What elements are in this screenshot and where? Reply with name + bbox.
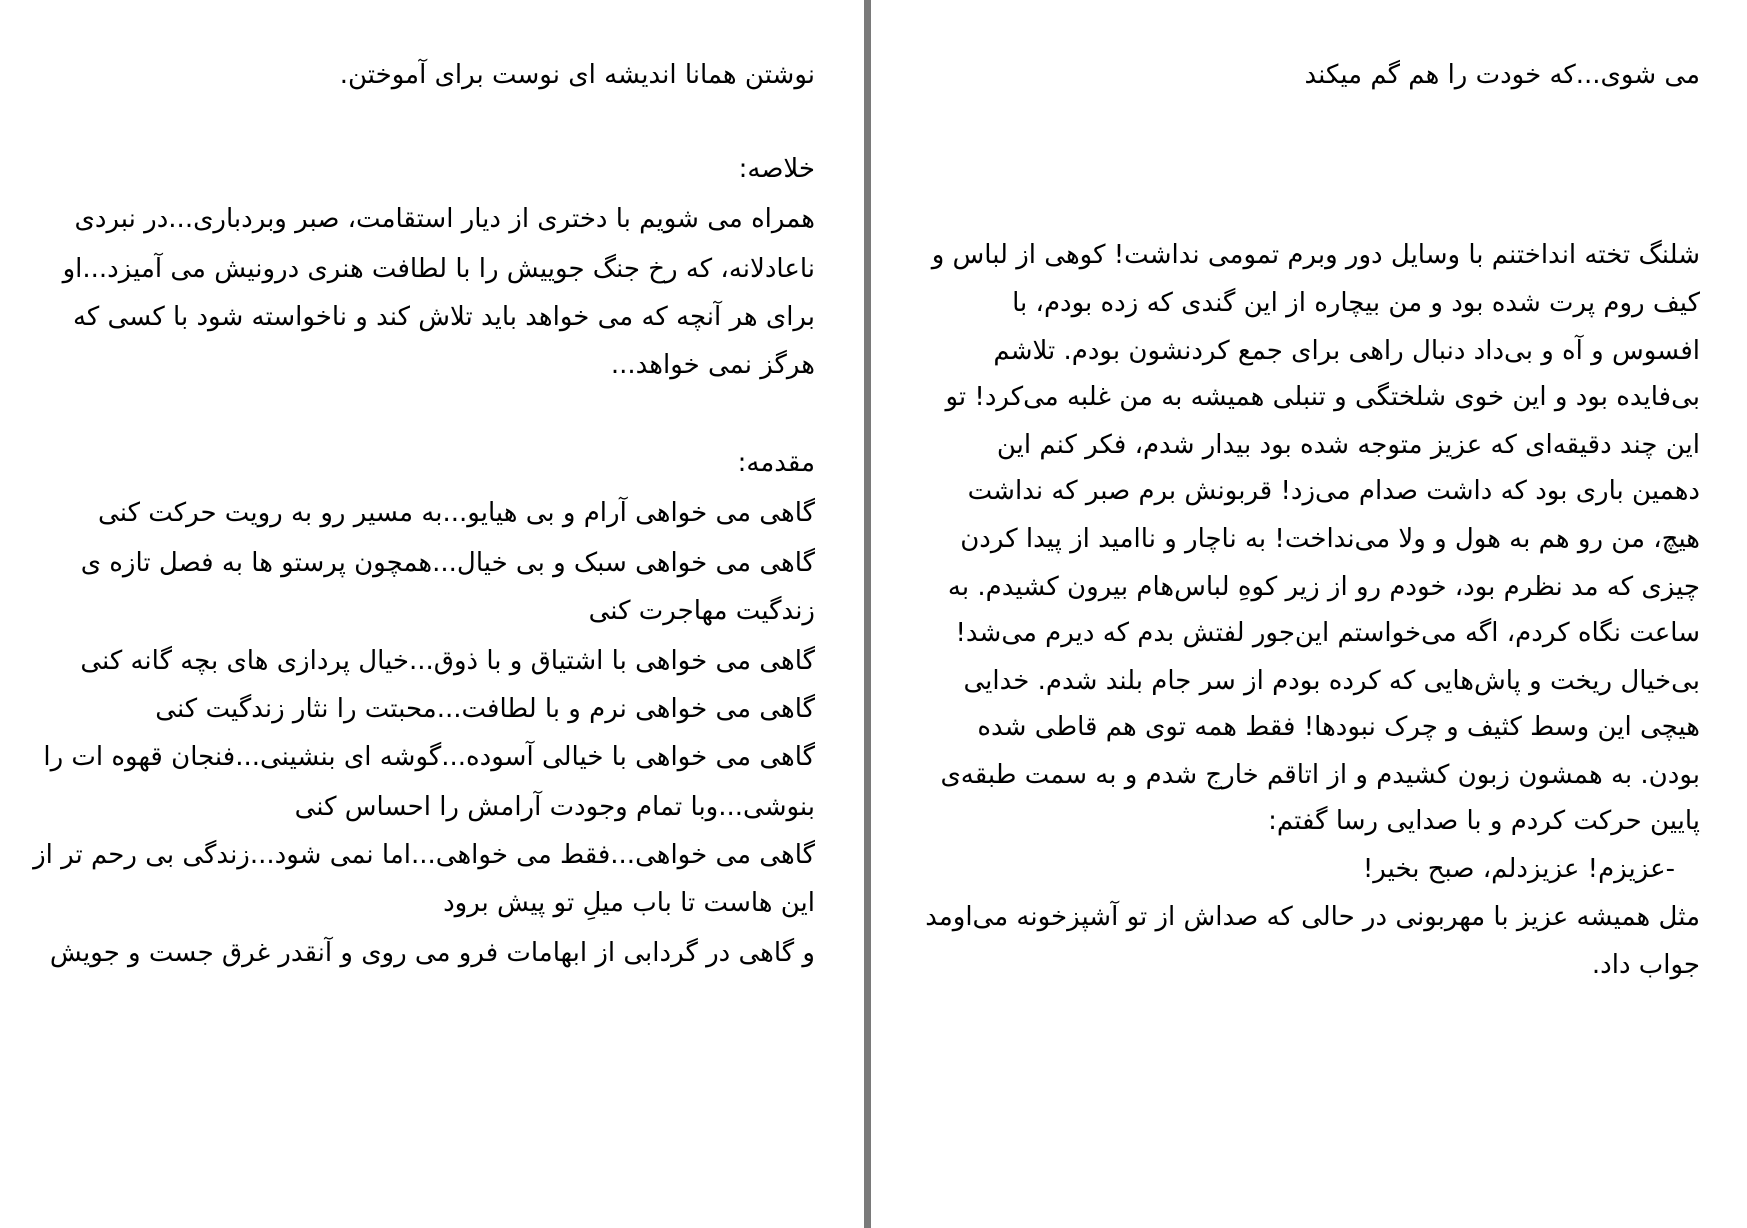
summary-line: برای هر آنچه که می خواهد باید تلاش کند و ناخواسته شود با کسی که (72, 302, 815, 332)
body-line: بی‌فایده بود و این خوی شلختگی و تنبلی همیشه به من غلبه می‌کرد! تو (945, 382, 1700, 412)
body-line: شلنگ تخته انداختنم با وسایل دور وبرم تمومی نداشت! کوهی از لباس و (931, 240, 1700, 270)
body-line: پایین حرکت کردم و با صدایی رسا گفتم: (1268, 806, 1700, 836)
right-page (880, 0, 1747, 1228)
body-line: کیف روم پرت شده بود و من بیچاره از این گندی که زده بودم، با (1012, 288, 1700, 318)
body-line: افسوس و آه و بی‌داد دنبال راهی برای جمع کردنشون بودم. تلاشم (993, 336, 1700, 366)
body-line: این چند دقیقه‌ای که عزیز متوجه شده بود بیدار شدم، فکر کنم این (996, 430, 1700, 460)
body-line: ساعت نگاه کردم، اگه می‌خواستم این‌جور لفتش بدم که دیرم می‌شد! (955, 618, 1700, 648)
body-line: هیچی این وسط کثیف و چرک نبودها! فقط همه توی هم قاطی شده (977, 712, 1700, 742)
intro-line: گاهی می خواهی آرام و بی هیایو...به مسیر رو به رویت حرکت کنی (98, 498, 815, 528)
intro-line: این هاست تا باب میلِ تو پیش برود (443, 888, 815, 918)
dialogue-line: -عزیزم! عزیزدلم، صبح بخیر! (1362, 854, 1675, 884)
intro-line: گاهی می خواهی با خیالی آسوده...گوشه ای بنشینی...فنجان قهوه ات را (43, 742, 815, 772)
intro-heading: مقدمه: (737, 448, 815, 478)
intro-line: گاهی می خواهی...فقط می خواهی...اما نمی شود...زندگی بی رحم تر از (33, 840, 815, 870)
right-page-top-line: می شوی...که خودت را هم گم میکند (1304, 60, 1700, 90)
body-line: دهمین باری بود که داشت صدام می‌زد! قربونش برم صبر که نداشت (967, 476, 1700, 506)
body-line: جواب داد. (1591, 950, 1700, 980)
intro-line: بنوشی...وبا تمام وجودت آرامش را احساس کنی (294, 792, 815, 822)
body-line: مثل همیشه عزیز با مهربونی در حالی که صداش از تو آشپزخونه می‌اومد (925, 902, 1700, 932)
summary-line: هرگز نمی خواهد... (610, 350, 815, 380)
body-line: بی‌خیال ریخت و پاش‌هایی که کرده بودم از سر جام بلند شدم. خدایی (963, 666, 1700, 696)
intro-line: گاهی می خواهی با اشتیاق و با ذوق...خیال پردازی های بچه گانه کنی (80, 646, 815, 676)
body-line: چیزی که مد نظرم بود، خودم رو از زیر کوهِ لباس‌هام بیرون کشیدم. به (947, 572, 1700, 602)
intro-line: گاهی می خواهی سبک و بی خیال...همچون پرستو ها به فصل تازه ی (80, 548, 815, 578)
summary-line: همراه می شویم با دختری از دیار استقامت، صبر وبردباری...در نبردی (74, 204, 815, 234)
body-line: هیچ، من رو هم به هول و ولا می‌نداخت! به ناچار و ناامید از پیدا کردن (960, 524, 1700, 554)
intro-line: گاهی می خواهی نرم و با لطافت...محبتت را نثار زندگیت کنی (155, 694, 815, 724)
body-line: بودن. به همشون زبون کشیدم و از اتاقم خارج شدم و به سمت طبقه‌ی (940, 760, 1700, 790)
page-divider-bar (864, 0, 871, 1228)
summary-line: ناعادلانه، که رخ جنگ جوییش را با لطافت هنری درونیش می آمیزد...او (62, 254, 815, 284)
left-page-title: نوشتن همانا اندیشه ای نوست برای آموختن. (339, 60, 815, 90)
left-page (0, 0, 860, 1228)
intro-line: و گاهی در گردابی از ابهامات فرو می روی و آنقدر غرق جست و جویش (49, 938, 815, 968)
page-divider (860, 0, 880, 1228)
intro-line: زندگیت مهاجرت کنی (588, 596, 815, 626)
summary-heading: خلاصه: (738, 154, 815, 184)
